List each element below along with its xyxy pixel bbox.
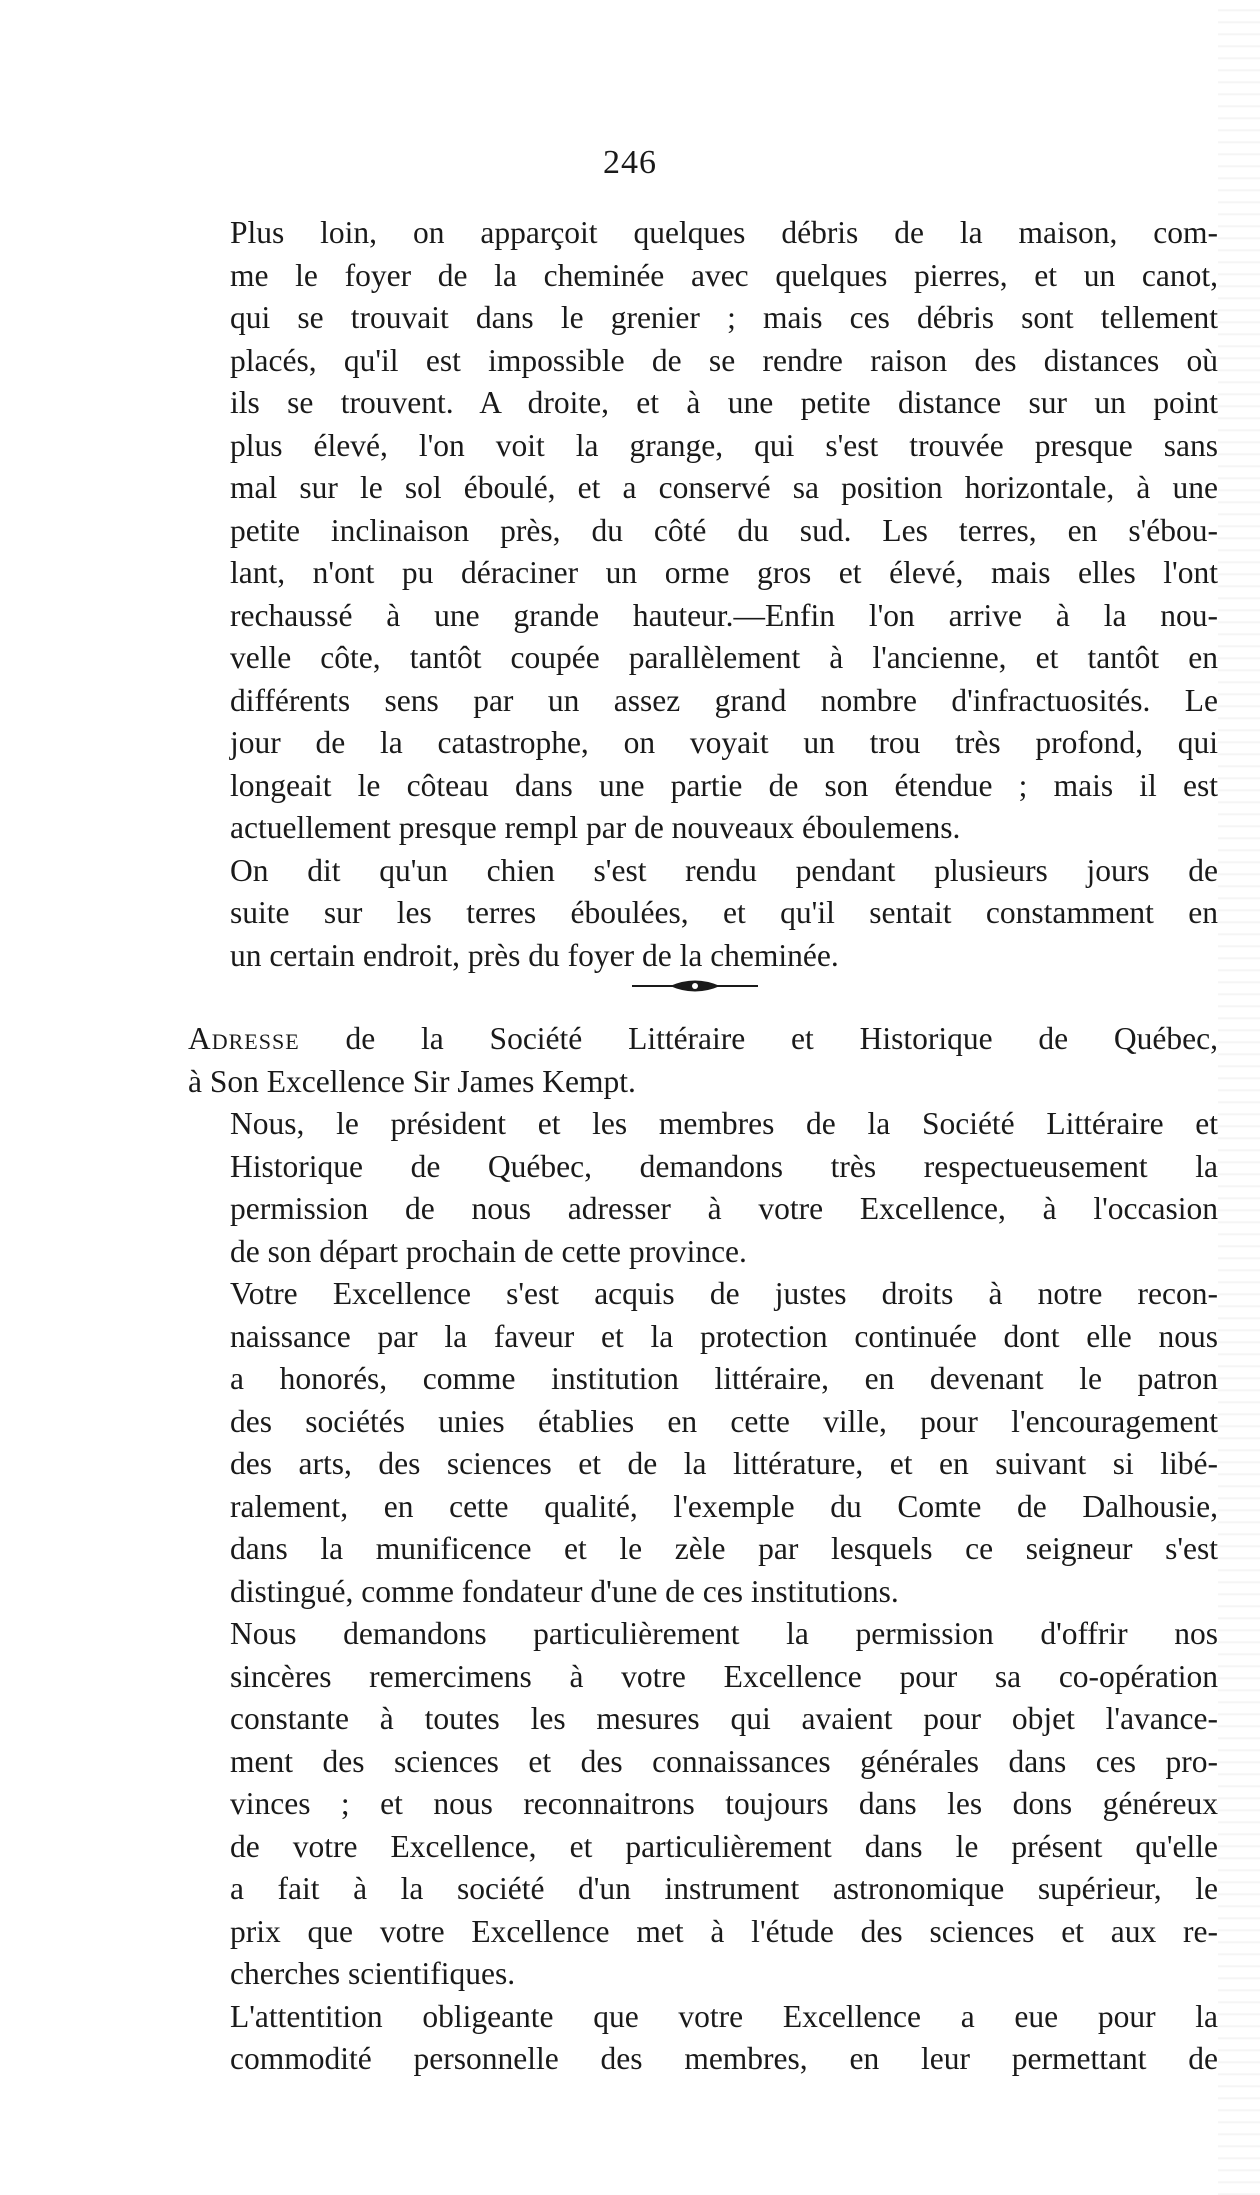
text-line: naissance par la faveur et la protection continuée dont elle nous xyxy=(230,1318,1218,1354)
text-line: jour de la catastrophe, on voyait un trou très profond, qui xyxy=(230,725,1218,760)
text-line: constante à toutes les mesures qui avaient pour objet l'avance- xyxy=(230,1701,1218,1736)
text-line: cherches scientifiques. xyxy=(230,1956,516,1991)
address-paragraph-3 xyxy=(188,1613,1218,1996)
text-line: Nous, le président et les membres de la Société Littéraire et xyxy=(230,1106,1218,1141)
text-line: rechaussé à une grande hauteur.—Enfin l'on arrive à la nou- xyxy=(230,597,1218,633)
text-line: différents sens par un assez grand nombre d'infractuosités. Le xyxy=(230,682,1218,718)
heading-line: à Son Excellence Sir James Kempt. xyxy=(188,1063,636,1099)
text-line: qui se trouvait dans le grenier ; mais ces débris sont tellement xyxy=(230,300,1218,335)
address-paragraph-2 xyxy=(188,1273,1218,1613)
text-line: ils se trouvent. A droite, et à une petite distance sur un point xyxy=(230,385,1218,420)
text-line: velle côte, tantôt coupée parallèlement à l'ancienne, et tantôt en xyxy=(230,640,1218,675)
text-line: distingué, comme fondateur d'une de ces institutions. xyxy=(230,1573,899,1609)
text-line: de son départ prochain de cette province. xyxy=(230,1233,747,1269)
text-line: sincères remercimens à votre Excellence pour sa co-opération xyxy=(230,1658,1218,1694)
text-line: plus élevé, l'on voit la grange, qui s'est trouvée presque sans xyxy=(230,427,1218,463)
address-paragraph-1 xyxy=(188,1103,1218,1273)
heading-rest: de la Société Littéraire et Historique de Québec, xyxy=(299,1021,1218,1056)
text-line: de votre Excellence, et particulièrement dans le présent qu'elle xyxy=(230,1828,1218,1864)
paragraph-2 xyxy=(188,850,1218,978)
text-line: des arts, des sciences et de la littérature, et en suivant si libé- xyxy=(230,1446,1218,1481)
text-line: petite inclinaison près, du côté du sud. Les terres, en s'ébou- xyxy=(230,512,1218,548)
text-line: Votre Excellence s'est acquis de justes droits à notre recon- xyxy=(230,1276,1218,1311)
text-line: mal sur le sol éboulé, et a conservé sa position horizontale, à une xyxy=(230,470,1218,505)
text-line: commodité personnelle des membres, en leur permettant de xyxy=(230,2041,1218,2076)
page-edge-speckle xyxy=(1218,0,1260,2195)
text-line: lant, n'ont pu déraciner un orme gros et élevé, mais elles l'ont xyxy=(230,555,1218,590)
text-line: a fait à la société d'un instrument astronomique supérieur, le xyxy=(230,1871,1218,1906)
text-line: dans la munificence et le zèle par lesquels ce seigneur s'est xyxy=(230,1531,1218,1566)
article-text-top xyxy=(188,212,1218,977)
page-number: 246 xyxy=(603,144,657,181)
text-line: un certain endroit, près du foyer de la cheminée. xyxy=(230,937,839,973)
text-line: ralement, en cette qualité, l'exemple du Comte de Dalhousie, xyxy=(230,1488,1218,1524)
text-line: Plus loin, on apparçoit quelques débris de la maison, com- xyxy=(230,215,1218,250)
paragraph-1 xyxy=(188,212,1218,850)
heading-line xyxy=(188,1018,1218,1061)
text-line: On dit qu'un chien s'est rendu pendant plusieurs jours de xyxy=(230,852,1218,888)
section-divider-ornament xyxy=(630,975,760,997)
text-line: a honorés, comme institution littéraire, en devenant le patron xyxy=(230,1361,1218,1396)
text-line: L'attentition obligeante que votre Excellence a eue pour la xyxy=(230,1998,1218,2034)
text-line: suite sur les terres éboulées, et qu'il sentait constamment en xyxy=(230,895,1218,930)
text-line: Nous demandons particulièrement la permission d'offrir nos xyxy=(230,1616,1218,1651)
text-line: longeait le côteau dans une partie de son étendue ; mais il est xyxy=(230,767,1218,803)
text-line: ment des sciences et des connaissances générales dans ces pro- xyxy=(230,1743,1218,1779)
address-text xyxy=(188,1018,1218,2081)
text-line: me le foyer de la cheminée avec quelques pierres, et un canot, xyxy=(230,257,1218,293)
text-line: permission de nous adresser à votre Excellence, à l'occasion xyxy=(230,1191,1218,1226)
text-line: actuellement presque rempl par de nouveaux éboulemens. xyxy=(230,810,961,845)
address-paragraph-4 xyxy=(188,1996,1218,2081)
text-line: placés, qu'il est impossible de se rendre raison des distances où xyxy=(230,342,1218,378)
text-line: vinces ; et nous reconnaitrons toujours dans les dons généreux xyxy=(230,1786,1218,1821)
address-heading xyxy=(188,1018,1218,1103)
text-line: des sociétés unies établies en cette ville, pour l'encouragement xyxy=(230,1403,1218,1439)
heading-smallcaps: Adresse xyxy=(188,1021,300,1056)
text-line: Historique de Québec, demandons très respectueusement la xyxy=(230,1148,1218,1184)
text-line: prix que votre Excellence met à l'étude des sciences et aux re- xyxy=(230,1913,1218,1949)
